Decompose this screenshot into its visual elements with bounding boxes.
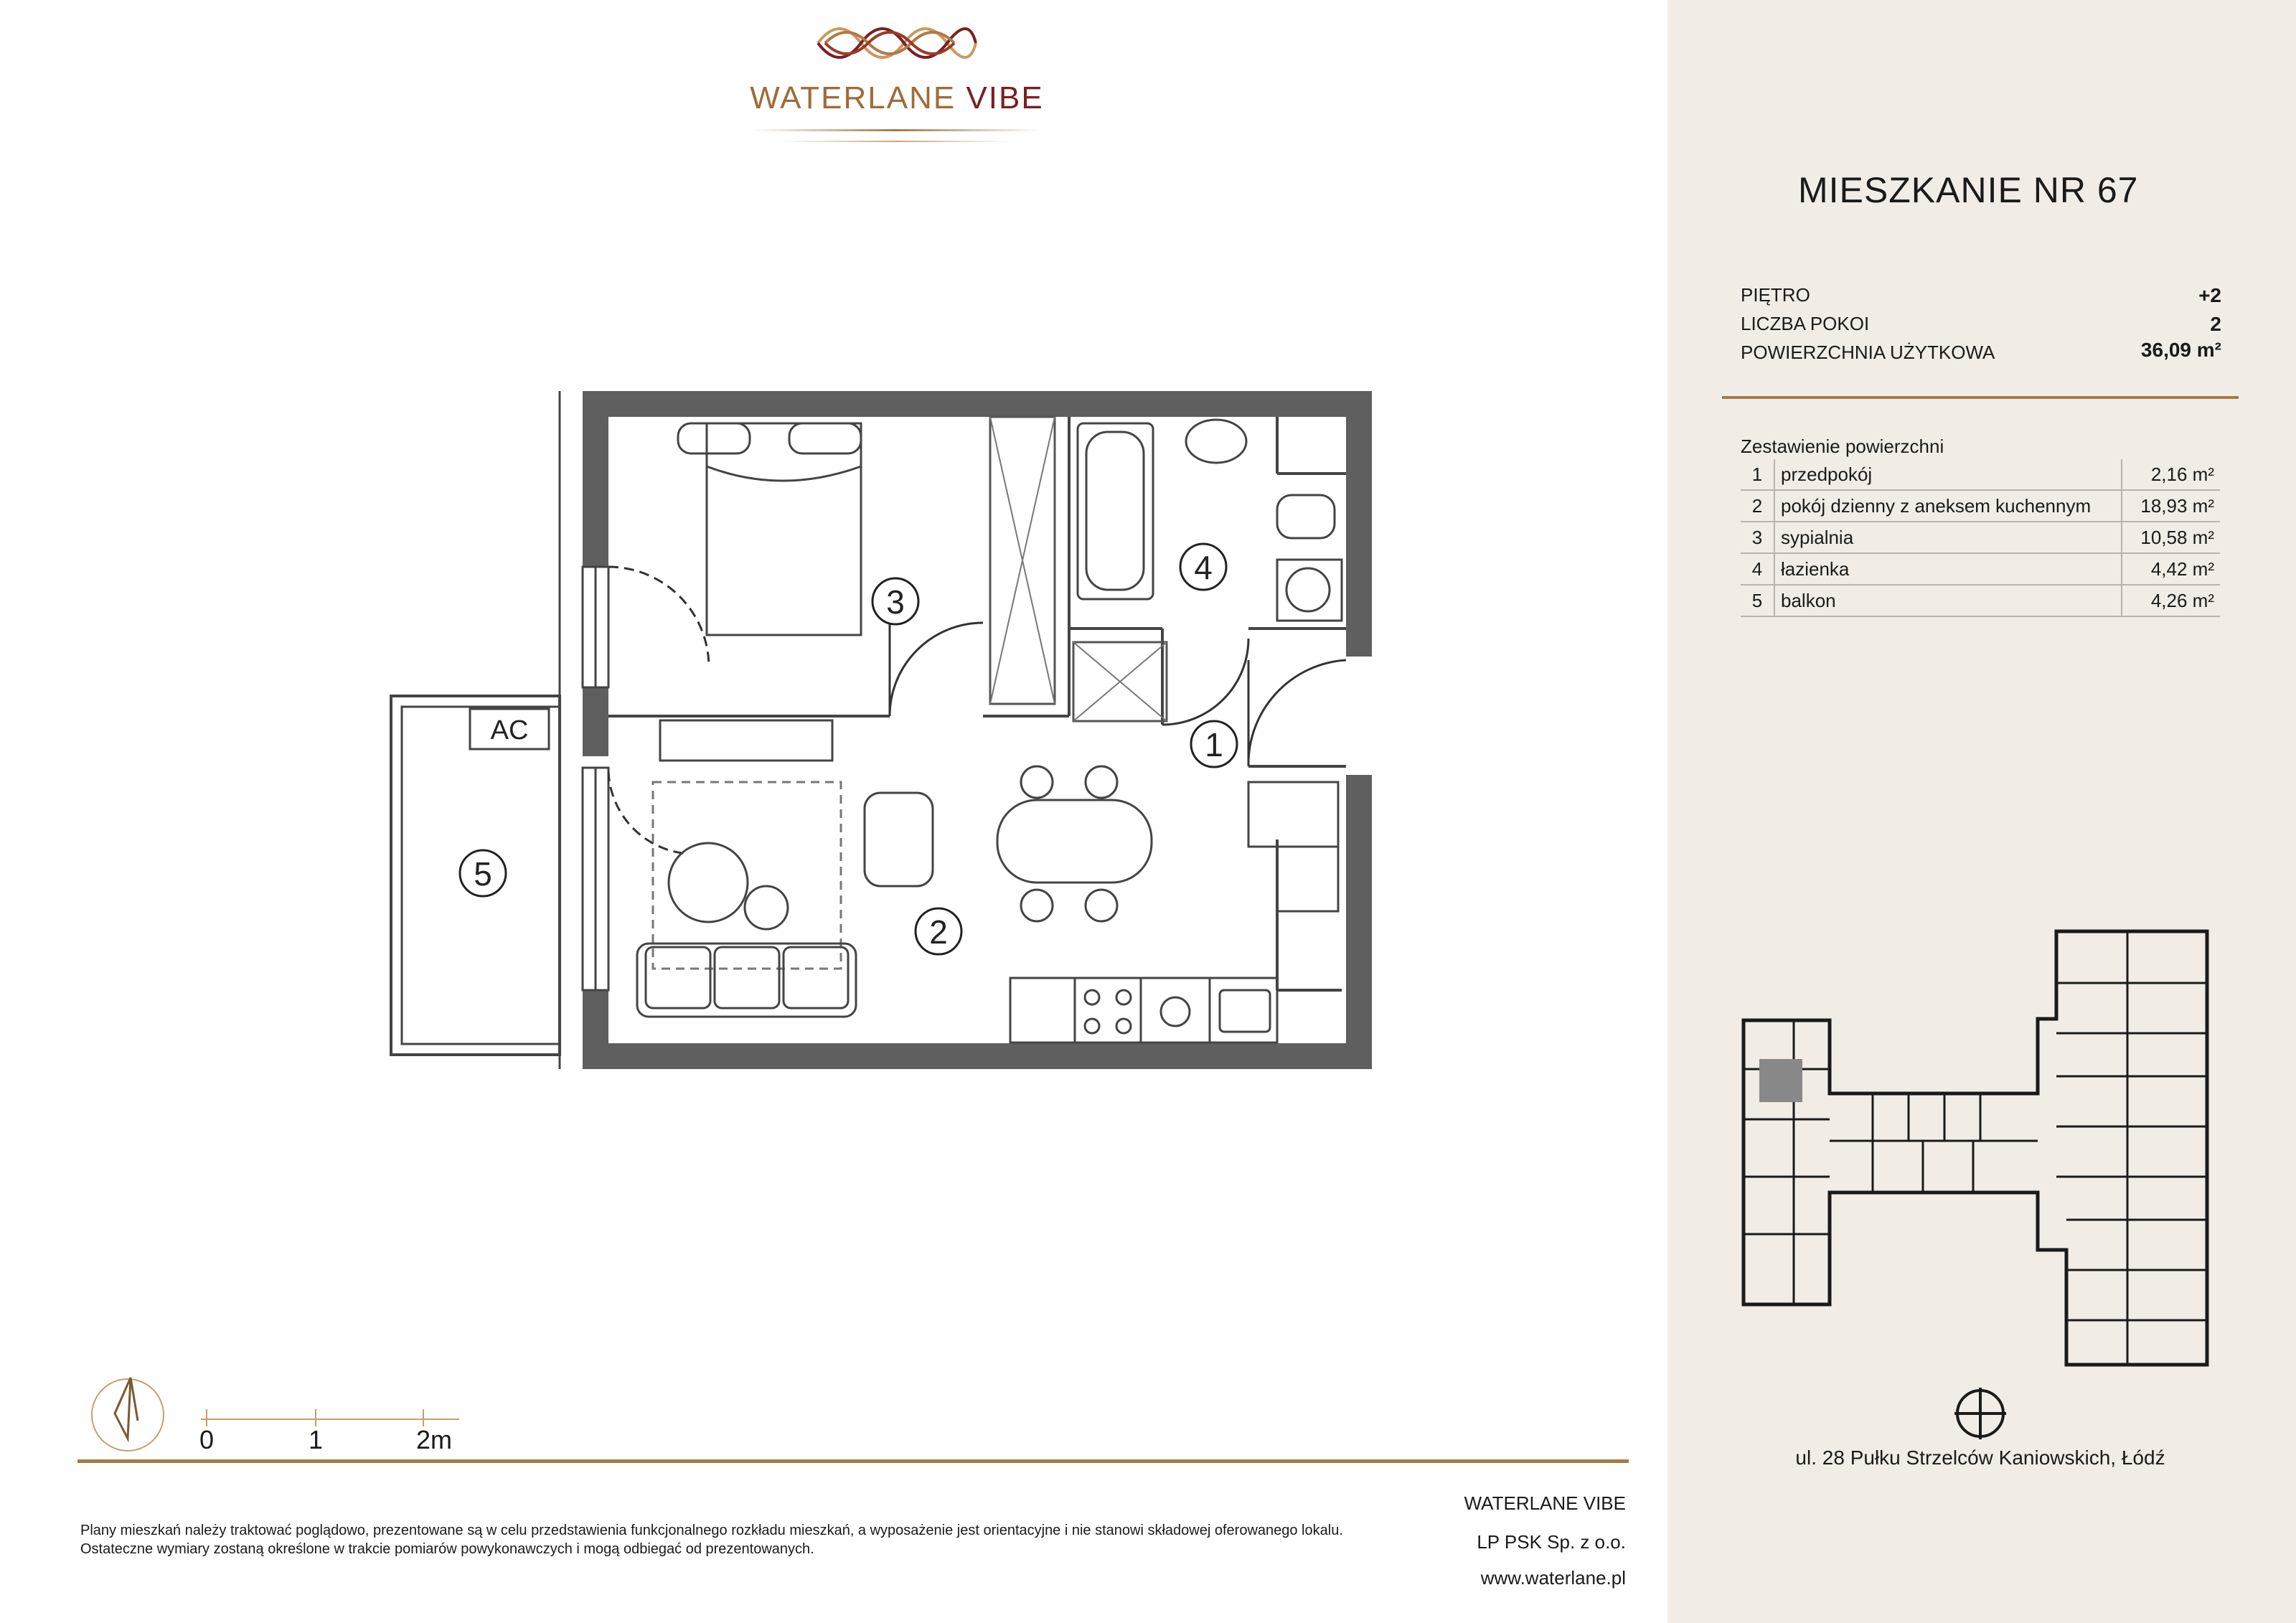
detail-label-area: POWIERZCHNIA UŻYTKOWA [1741, 342, 1995, 363]
summary-row [1741, 553, 2220, 585]
bathroom-fixtures [1078, 420, 1342, 621]
building-keyplan [1722, 918, 2224, 1385]
summary-num: 1 [1741, 459, 1774, 490]
summary-name: balkon [1774, 585, 2122, 616]
brand-name-part1: WATERLANE [750, 80, 956, 116]
plan-doors [608, 567, 709, 854]
summary-area: 10,58 m² [2122, 522, 2220, 553]
summary-row [1741, 585, 2220, 616]
brand-logo-icon [811, 14, 983, 72]
footer-divider [77, 1459, 1629, 1463]
company-legal: LP PSK Sp. z o.o. [1477, 1531, 1626, 1553]
compass-icon [1952, 1385, 2009, 1442]
unit-title: MIESZKANIE NR 67 [1798, 170, 2139, 210]
summary-row [1741, 522, 2220, 553]
address: ul. 28 Pułku Strzelców Kaniowskich, Łódź [1795, 1446, 2165, 1469]
north-arrow-icon [86, 1370, 172, 1457]
room-label-2: 2 [929, 913, 948, 951]
room-label-3: 3 [886, 583, 905, 621]
room-label-4: 4 [1194, 549, 1213, 586]
detail-value-area: 36,09 m² [2140, 339, 2221, 361]
disclaimer [80, 1521, 1444, 1558]
floor-plan [373, 380, 1385, 1076]
room-label-1: 1 [1205, 726, 1223, 763]
summary-num: 2 [1741, 490, 1774, 522]
summary-name: sypialnia [1774, 522, 2122, 553]
disclaimer-line2: Ostateczne wymiary zostaną określone w trakcie pomiarów powykonawczych i mogą odbiegać od prezentowanych. [80, 1541, 814, 1557]
summary-area: 4,26 m² [2122, 585, 2220, 616]
tv-cabinet [660, 720, 832, 761]
summary-row [1741, 459, 2220, 490]
summary-num: 3 [1741, 522, 1774, 553]
summary-title: Zestawienie powierzchni [1741, 436, 1944, 457]
summary-area: 2,16 m² [2122, 459, 2220, 490]
detail-value-rooms: 2 [2210, 313, 2221, 335]
website-link[interactable]: www.waterlane.pl [1480, 1567, 1626, 1589]
summary-num: 4 [1741, 553, 1774, 585]
summary-name: pokój dzienny z aneksem kuchennym [1774, 490, 2122, 522]
scale-label-0: 0 [199, 1425, 215, 1454]
summary-num: 5 [1741, 585, 1774, 616]
scale-label-2m: 2m [416, 1425, 453, 1454]
summary-area: 18,93 m² [2122, 490, 2220, 522]
detail-label-floor: PIĘTRO [1741, 284, 1810, 306]
logo-underline [753, 129, 1040, 131]
sofa [637, 793, 933, 1017]
ac-label: AC [490, 715, 529, 745]
kitchen [1010, 782, 1338, 1043]
details-divider [1722, 396, 2239, 399]
summary-name: łazienka [1774, 553, 2122, 585]
scale-label-1: 1 [309, 1425, 324, 1454]
summary-table [1741, 459, 2220, 617]
plan-partitions [608, 417, 1346, 990]
unit-highlight [1759, 1059, 1802, 1102]
brand-name-part2: VIBE [966, 80, 1044, 116]
detail-value-floor: +2 [2198, 284, 2221, 306]
summary-area: 4,42 m² [2122, 553, 2220, 585]
room-label-5: 5 [474, 855, 492, 893]
dining-table [997, 766, 1152, 921]
summary-name: przedpokój [1774, 459, 2122, 490]
bed [678, 423, 861, 635]
summary-row [1741, 490, 2220, 522]
logo-underline-2 [782, 141, 1012, 142]
disclaimer-line1: Plany mieszkań należy traktować poglądowo, prezentowane są w celu przedstawienia funkcjonalnego rozkładu mieszkań, a wyposażenie jest orientacyjne i nie stanowi składowej oferowanego lokalu. [80, 1523, 1343, 1538]
company-name: WATERLANE VIBE [1464, 1492, 1626, 1514]
detail-label-rooms: LICZBA POKOI [1741, 313, 1870, 334]
brand-name [718, 80, 1076, 116]
